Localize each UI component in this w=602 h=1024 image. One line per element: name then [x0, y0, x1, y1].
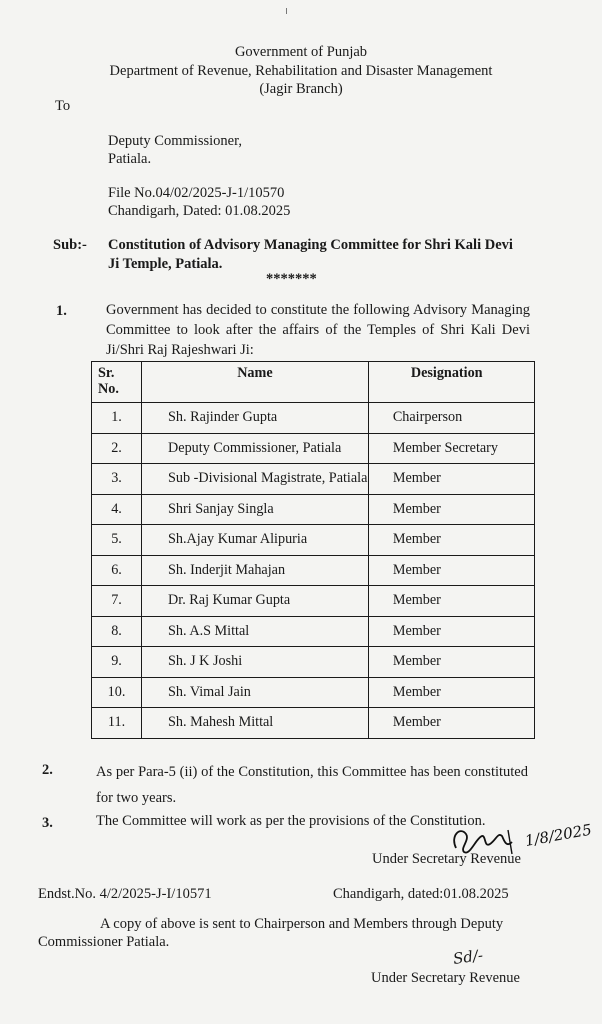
- table-row: [92, 433, 535, 464]
- row-designation: Member: [368, 708, 534, 739]
- header-designation: Designation: [368, 362, 534, 403]
- header-sr-line2: No.: [98, 381, 119, 397]
- row-name: Sh. Mahesh Mittal: [142, 708, 369, 739]
- row-designation: Member Secretary: [368, 433, 534, 464]
- table-row: [92, 708, 535, 739]
- row-name: Sh. Rajinder Gupta: [142, 403, 369, 434]
- row-designation: Member: [368, 464, 534, 495]
- para-1-text: Government has decided to constitute the following Advisory Managing Committee to look after the affairs of the Temples of Shri Kali Devi Ji/Shri Raj Rajeshwari Ji:: [106, 302, 530, 358]
- handwritten-sd-mark: Sd/-: [451, 946, 485, 968]
- subject-separator: *******: [266, 271, 317, 287]
- table-row: [92, 555, 535, 586]
- header-branch: (Jagir Branch): [259, 81, 343, 97]
- table-row: [92, 647, 535, 678]
- header-sr-no: [92, 362, 142, 403]
- table-row: [92, 586, 535, 617]
- row-designation: Member: [368, 555, 534, 586]
- subject-line1: Constitution of Advisory Managing Committee for Shri Kali Devi: [108, 237, 513, 253]
- signatory-title-2: Under Secretary Revenue: [371, 970, 520, 986]
- endorsement-date: Chandigarh, dated:01.08.2025: [333, 886, 509, 902]
- copy-text-line2: Commissioner Patiala.: [38, 934, 170, 950]
- table-row: [92, 403, 535, 434]
- row-designation: Member: [368, 494, 534, 525]
- row-sr: 3.: [92, 464, 142, 495]
- table-row: [92, 494, 535, 525]
- header-government: Government of Punjab: [234, 44, 368, 60]
- endorsement-number: Endst.No. 4/2/2025-J-I/10571: [38, 886, 212, 902]
- para-3-number: 3.: [42, 815, 53, 831]
- row-sr: 4.: [92, 494, 142, 525]
- row-name: Dr. Raj Kumar Gupta: [142, 586, 369, 617]
- para-2-text: As per Para-5 (ii) of the Constitution, this Committee has been constituted for two years.: [96, 764, 528, 806]
- header-sr-line1: Sr.: [98, 365, 115, 381]
- row-sr: 1.: [92, 403, 142, 434]
- row-name: Sh. Inderjit Mahajan: [142, 555, 369, 586]
- row-designation: Chairperson: [368, 403, 534, 434]
- row-name: Sh.Ajay Kumar Alipuria: [142, 525, 369, 556]
- table-row: [92, 616, 535, 647]
- row-sr: 6.: [92, 555, 142, 586]
- row-sr: 11.: [92, 708, 142, 739]
- letter-date: Chandigarh, Dated: 01.08.2025: [108, 203, 291, 219]
- header-name: Name: [142, 362, 369, 403]
- row-name: Sh. A.S Mittal: [142, 616, 369, 647]
- recipient-line1: Deputy Commissioner,: [108, 133, 242, 149]
- row-name: Sub -Divisional Magistrate, Patiala: [142, 464, 369, 495]
- row-designation: Member: [368, 677, 534, 708]
- para-2-number: 2.: [42, 762, 53, 778]
- copy-text-line1: A copy of above is sent to Chairperson and Members through Deputy: [100, 916, 504, 932]
- row-designation: Member: [368, 616, 534, 647]
- table-row: [92, 464, 535, 495]
- row-sr: 7.: [92, 586, 142, 617]
- table-row: [92, 677, 535, 708]
- subject-label: Sub:-: [53, 237, 87, 253]
- row-designation: Member: [368, 586, 534, 617]
- row-name: Shri Sanjay Singla: [142, 494, 369, 525]
- row-sr: 9.: [92, 647, 142, 678]
- signature-1-date: 1/8/2025: [523, 820, 594, 850]
- to-label: To: [55, 98, 71, 114]
- table-row: [92, 525, 535, 556]
- row-sr: 8.: [92, 616, 142, 647]
- row-sr: 2.: [92, 433, 142, 464]
- row-sr: 10.: [92, 677, 142, 708]
- header-department: Department of Revenue, Rehabilitation and Disaster Management: [109, 63, 493, 79]
- row-designation: Member: [368, 647, 534, 678]
- scan-mark: [286, 8, 287, 14]
- subject-line2: Ji Temple, Patiala.: [108, 256, 223, 272]
- para-3-text: The Committee will work as per the provisions of the Constitution.: [96, 813, 486, 829]
- row-name: Sh. J K Joshi: [142, 647, 369, 678]
- row-designation: Member: [368, 525, 534, 556]
- recipient-line2: Patiala.: [108, 151, 152, 167]
- row-sr: 5.: [92, 525, 142, 556]
- signatory-title-1: Under Secretary Revenue: [372, 851, 521, 867]
- committee-table: [91, 361, 535, 739]
- row-name: Sh. Vimal Jain: [142, 677, 369, 708]
- row-name: Deputy Commissioner, Patiala: [142, 433, 369, 464]
- file-number: File No.04/02/2025-J-1/10570: [108, 185, 285, 201]
- para-1-number: 1.: [56, 303, 67, 319]
- table-header-row: [92, 362, 535, 403]
